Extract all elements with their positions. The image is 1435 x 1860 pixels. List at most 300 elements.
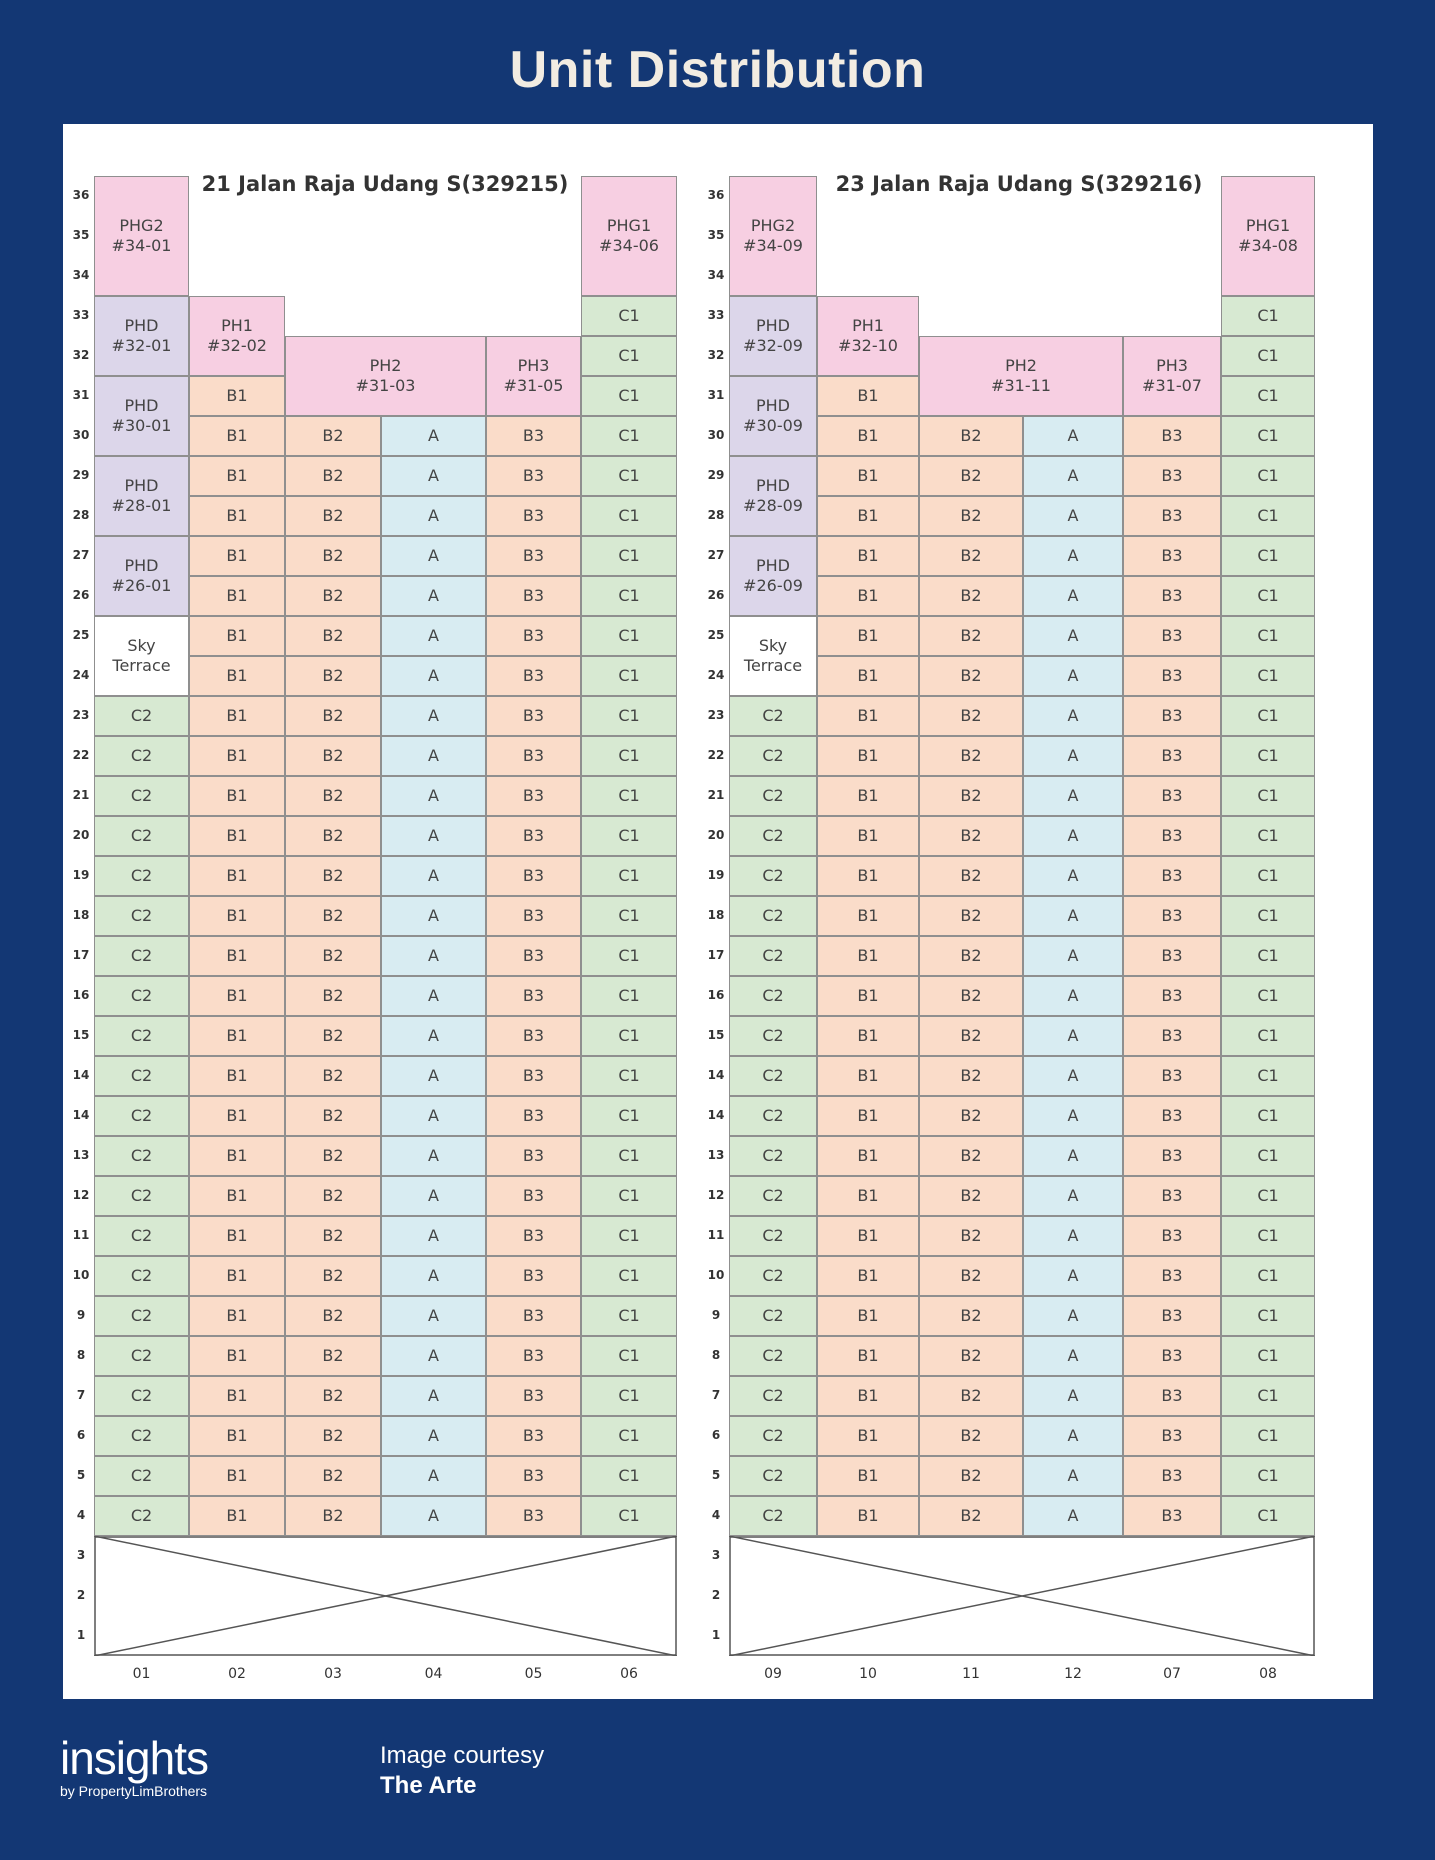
unit-distribution-panel: [63, 124, 1373, 1699]
unit-a: A: [1023, 816, 1123, 856]
unit-c1: C1: [581, 656, 677, 696]
unit-b2: B2: [285, 576, 381, 616]
block-21-jalan-raja-udang: [63, 124, 718, 1699]
stack-label: 12: [1064, 1666, 1082, 1682]
unit-b3: B3: [486, 456, 581, 496]
stack-label: 05: [524, 1666, 543, 1682]
unit-b3: B3: [486, 1496, 581, 1536]
floor-label: 6: [76, 1428, 86, 1442]
unit-b1: B1: [189, 1176, 285, 1216]
unit-a: A: [381, 776, 486, 816]
unit-b3: B3: [1123, 736, 1221, 776]
unit-b2: B2: [919, 856, 1023, 896]
unit-b3: B3: [1123, 1176, 1221, 1216]
unit-b2: B2: [919, 496, 1023, 536]
floor-label: 17: [707, 948, 725, 962]
floor-label: 13: [707, 1148, 725, 1162]
unit-b2: B2: [919, 1456, 1023, 1496]
unit-b3: B3: [1123, 976, 1221, 1016]
unit-a: A: [1023, 456, 1123, 496]
unit-c1: C1: [581, 1496, 677, 1536]
unit-b2: B2: [285, 616, 381, 656]
unit-b2: B2: [285, 856, 381, 896]
stack-label: 09: [764, 1666, 782, 1682]
phg-right-unit: PHG1 #34-06: [581, 176, 677, 296]
floor-label: 2: [711, 1588, 721, 1602]
phd-unit: PHD #30-01: [94, 376, 189, 456]
unit-b3: B3: [486, 416, 581, 456]
unit-c2: C2: [94, 696, 189, 736]
unit-b2: B2: [919, 736, 1023, 776]
floor-label: 22: [72, 748, 90, 762]
unit-b3: B3: [1123, 696, 1221, 736]
unit-c1: C1: [581, 616, 677, 656]
unit-b1: B1: [189, 816, 285, 856]
page-title: Unit Distribution: [509, 41, 926, 99]
unit-c2: C2: [729, 1496, 817, 1536]
unit-a: A: [1023, 496, 1123, 536]
unit-b1: B1: [817, 816, 919, 856]
floor-label: 35: [707, 228, 725, 242]
unit-b1: B1: [817, 1376, 919, 1416]
unit-c1: C1: [1221, 1176, 1315, 1216]
stack-label: 04: [424, 1666, 443, 1682]
unit-b1: B1: [817, 976, 919, 1016]
unit-a: A: [381, 656, 486, 696]
phd-unit: PHD #28-01: [94, 456, 189, 536]
unit-b1: B1: [189, 536, 285, 576]
unit-b1: B1: [817, 1456, 919, 1496]
unit-b3: B3: [486, 1096, 581, 1136]
unit-a: A: [1023, 896, 1123, 936]
floor-label: 20: [72, 828, 90, 842]
unit-c1: C1: [581, 336, 677, 376]
unit-b1: B1: [189, 736, 285, 776]
insights-logo: [60, 1732, 208, 1799]
unit-b2: B2: [285, 1376, 381, 1416]
logo-subtitle: by PropertyLimBrothers: [60, 1783, 208, 1799]
unit-c1: C1: [581, 1296, 677, 1336]
unit-a: A: [1023, 1376, 1123, 1416]
unit-b1: B1: [817, 936, 919, 976]
unit-b3: B3: [1123, 1136, 1221, 1176]
unit-b3: B3: [1123, 656, 1221, 696]
unit-c2: C2: [729, 1336, 817, 1376]
unit-b1: B1: [189, 1496, 285, 1536]
unit-c2: C2: [729, 1056, 817, 1096]
floor-label: 16: [72, 988, 90, 1002]
floor-label: 15: [72, 1028, 90, 1042]
unit-b1: B1: [817, 576, 919, 616]
unit-c1: C1: [1221, 776, 1315, 816]
unit-b3: B3: [486, 1416, 581, 1456]
unit-a: A: [381, 1456, 486, 1496]
unit-a: A: [1023, 416, 1123, 456]
credit-label: Image courtesy: [380, 1742, 545, 1769]
floor-label: 23: [72, 708, 90, 722]
unit-c1: C1: [1221, 1336, 1315, 1376]
floor-label: 14: [72, 1068, 90, 1082]
unit-b2: B2: [919, 1336, 1023, 1376]
unit-c1: C1: [1221, 336, 1315, 376]
unit-b3: B3: [486, 1456, 581, 1496]
phd-unit: PHD #32-09: [729, 296, 817, 376]
unit-b2: B2: [285, 776, 381, 816]
unit-b1: B1: [817, 1096, 919, 1136]
unit-c1: C1: [581, 736, 677, 776]
unit-c1: C1: [1221, 936, 1315, 976]
unit-b2: B2: [919, 896, 1023, 936]
unit-b1: B1: [817, 616, 919, 656]
unit-c1: C1: [1221, 896, 1315, 936]
unit-c1: C1: [1221, 1376, 1315, 1416]
unit-b1: B1: [817, 656, 919, 696]
lower-floors-void: [729, 1536, 1315, 1656]
unit-c1: C1: [581, 1376, 677, 1416]
floor-label: 3: [76, 1548, 86, 1562]
unit-c1: C1: [581, 1336, 677, 1376]
floor-label: 11: [707, 1228, 725, 1242]
unit-b3: B3: [1123, 776, 1221, 816]
unit-a: A: [1023, 1136, 1123, 1176]
unit-c2: C2: [729, 896, 817, 936]
unit-b2: B2: [285, 456, 381, 496]
unit-c2: C2: [729, 776, 817, 816]
floor-label: 35: [72, 228, 90, 242]
unit-c1: C1: [581, 1096, 677, 1136]
unit-c2: C2: [94, 896, 189, 936]
unit-b2: B2: [285, 1176, 381, 1216]
unit-b1: B1: [817, 736, 919, 776]
unit-b1: B1: [817, 856, 919, 896]
unit-a: A: [381, 1376, 486, 1416]
floor-label: 22: [707, 748, 725, 762]
floor-label: 31: [72, 388, 90, 402]
floor-label: 36: [72, 188, 90, 202]
unit-b3: B3: [1123, 1096, 1221, 1136]
unit-b2: B2: [919, 576, 1023, 616]
floor-label: 9: [76, 1308, 86, 1322]
unit-c1: C1: [1221, 376, 1315, 416]
unit-b3: B3: [486, 936, 581, 976]
unit-a: A: [381, 416, 486, 456]
ph3-unit: PH3 #31-07: [1123, 336, 1221, 416]
unit-a: A: [381, 1176, 486, 1216]
floor-label: 34: [72, 268, 90, 282]
unit-b3: B3: [1123, 1296, 1221, 1336]
unit-c1: C1: [1221, 976, 1315, 1016]
unit-b2: B2: [285, 536, 381, 576]
unit-a: A: [381, 616, 486, 656]
unit-b1: B1: [189, 1256, 285, 1296]
unit-c1: C1: [581, 576, 677, 616]
unit-c1: C1: [581, 536, 677, 576]
phd-unit: PHD #30-09: [729, 376, 817, 456]
floor-label: 28: [72, 508, 90, 522]
unit-c2: C2: [729, 976, 817, 1016]
unit-b1: B1: [817, 1176, 919, 1216]
floor-label: 11: [72, 1228, 90, 1242]
unit-b1: B1: [817, 536, 919, 576]
unit-a: A: [381, 1016, 486, 1056]
unit-b3: B3: [486, 1016, 581, 1056]
floor-label: 1: [711, 1628, 721, 1642]
floor-label: 13: [72, 1148, 90, 1162]
floor-label: 29: [72, 468, 90, 482]
unit-a: A: [381, 936, 486, 976]
floor-label: 23: [707, 708, 725, 722]
unit-c1: C1: [581, 1216, 677, 1256]
unit-b3: B3: [486, 1176, 581, 1216]
unit-b2: B2: [285, 936, 381, 976]
unit-a: A: [1023, 736, 1123, 776]
unit-b1: B1: [817, 1136, 919, 1176]
floor-label: 36: [707, 188, 725, 202]
unit-b3: B3: [1123, 1376, 1221, 1416]
unit-b1: B1: [817, 376, 919, 416]
unit-c2: C2: [729, 856, 817, 896]
unit-b2: B2: [919, 1096, 1023, 1136]
unit-c2: C2: [94, 856, 189, 896]
unit-b2: B2: [285, 1336, 381, 1376]
unit-b2: B2: [285, 1056, 381, 1096]
unit-a: A: [1023, 1296, 1123, 1336]
unit-c1: C1: [1221, 1016, 1315, 1056]
unit-c1: C1: [581, 1016, 677, 1056]
unit-b3: B3: [486, 816, 581, 856]
unit-c2: C2: [729, 736, 817, 776]
phg-left-unit: PHG2 #34-09: [729, 176, 817, 296]
unit-b1: B1: [189, 576, 285, 616]
unit-b3: B3: [1123, 936, 1221, 976]
floor-label: 10: [72, 1268, 90, 1282]
unit-b2: B2: [919, 1056, 1023, 1096]
unit-b2: B2: [285, 496, 381, 536]
unit-b3: B3: [486, 896, 581, 936]
unit-b2: B2: [285, 696, 381, 736]
unit-c2: C2: [729, 1176, 817, 1216]
unit-c2: C2: [729, 1376, 817, 1416]
unit-b2: B2: [285, 416, 381, 456]
floor-label: 7: [711, 1388, 721, 1402]
unit-c2: C2: [94, 1416, 189, 1456]
unit-a: A: [381, 1496, 486, 1536]
unit-a: A: [1023, 1056, 1123, 1096]
unit-b1: B1: [817, 1296, 919, 1336]
unit-a: A: [381, 1096, 486, 1136]
floor-label: 27: [707, 548, 725, 562]
unit-b3: B3: [486, 536, 581, 576]
unit-b2: B2: [285, 1256, 381, 1296]
unit-b1: B1: [189, 1296, 285, 1336]
unit-b1: B1: [817, 1016, 919, 1056]
floor-label: 9: [711, 1308, 721, 1322]
unit-a: A: [1023, 1096, 1123, 1136]
unit-b2: B2: [919, 696, 1023, 736]
unit-b2: B2: [919, 816, 1023, 856]
unit-a: A: [381, 1296, 486, 1336]
floor-label: 5: [76, 1468, 86, 1482]
unit-c1: C1: [1221, 816, 1315, 856]
ph2-unit: PH2 #31-03: [285, 336, 486, 416]
floor-label: 34: [707, 268, 725, 282]
floor-label: 5: [711, 1468, 721, 1482]
floor-label: 28: [707, 508, 725, 522]
image-credit: [380, 1742, 544, 1800]
unit-b2: B2: [919, 1176, 1023, 1216]
unit-c2: C2: [729, 1096, 817, 1136]
unit-b3: B3: [486, 656, 581, 696]
unit-c2: C2: [94, 936, 189, 976]
floor-label: 3: [711, 1548, 721, 1562]
unit-a: A: [1023, 616, 1123, 656]
unit-c1: C1: [581, 1056, 677, 1096]
unit-c2: C2: [94, 1456, 189, 1496]
unit-c1: C1: [581, 296, 677, 336]
unit-b3: B3: [1123, 1216, 1221, 1256]
unit-b3: B3: [486, 576, 581, 616]
unit-c2: C2: [729, 1016, 817, 1056]
unit-c2: C2: [94, 1136, 189, 1176]
floor-label: 33: [707, 308, 725, 322]
unit-b3: B3: [1123, 1336, 1221, 1376]
unit-c1: C1: [1221, 1496, 1315, 1536]
stack-label: 11: [962, 1666, 980, 1682]
unit-b1: B1: [189, 1096, 285, 1136]
unit-c2: C2: [729, 1256, 817, 1296]
unit-b3: B3: [1123, 856, 1221, 896]
floor-label: 4: [711, 1508, 721, 1522]
unit-c2: C2: [729, 1216, 817, 1256]
unit-c2: C2: [729, 696, 817, 736]
unit-a: A: [381, 1256, 486, 1296]
unit-a: A: [381, 896, 486, 936]
unit-b1: B1: [189, 1336, 285, 1376]
unit-c1: C1: [1221, 296, 1315, 336]
floor-label: 25: [72, 628, 90, 642]
unit-c1: C1: [1221, 616, 1315, 656]
unit-b1: B1: [817, 1216, 919, 1256]
logo-wordmark: insights: [60, 1732, 208, 1784]
phd-unit: PHD #26-01: [94, 536, 189, 616]
unit-a: A: [1023, 1016, 1123, 1056]
unit-a: A: [1023, 1456, 1123, 1496]
unit-b3: B3: [486, 776, 581, 816]
unit-c2: C2: [94, 1496, 189, 1536]
unit-b1: B1: [817, 416, 919, 456]
phg-left-unit: PHG2 #34-01: [94, 176, 189, 296]
unit-a: A: [1023, 1416, 1123, 1456]
block-23-jalan-raja-udang: [707, 124, 1373, 1699]
unit-b2: B2: [285, 1296, 381, 1336]
unit-c1: C1: [581, 976, 677, 1016]
unit-b1: B1: [189, 976, 285, 1016]
unit-c2: C2: [94, 1016, 189, 1056]
unit-b1: B1: [817, 456, 919, 496]
floor-label: 33: [72, 308, 90, 322]
floor-label: 14: [707, 1108, 725, 1122]
unit-b3: B3: [1123, 536, 1221, 576]
ph2-unit: PH2 #31-11: [919, 336, 1123, 416]
unit-c1: C1: [1221, 416, 1315, 456]
unit-c1: C1: [1221, 1256, 1315, 1296]
unit-c2: C2: [94, 736, 189, 776]
unit-c2: C2: [94, 1096, 189, 1136]
floor-label: 20: [707, 828, 725, 842]
phg-right-unit: PHG1 #34-08: [1221, 176, 1315, 296]
unit-b1: B1: [189, 1376, 285, 1416]
unit-b3: B3: [1123, 1256, 1221, 1296]
unit-c1: C1: [1221, 496, 1315, 536]
unit-a: A: [381, 536, 486, 576]
unit-c1: C1: [1221, 1456, 1315, 1496]
unit-b3: B3: [1123, 496, 1221, 536]
floor-label: 14: [707, 1068, 725, 1082]
unit-a: A: [381, 816, 486, 856]
floor-label: 31: [707, 388, 725, 402]
unit-b2: B2: [919, 536, 1023, 576]
unit-b1: B1: [817, 1056, 919, 1096]
floor-label: 18: [72, 908, 90, 922]
unit-a: A: [381, 1336, 486, 1376]
unit-c1: C1: [581, 416, 677, 456]
phd-unit: PHD #28-09: [729, 456, 817, 536]
unit-c2: C2: [94, 1256, 189, 1296]
unit-b3: B3: [486, 496, 581, 536]
unit-b2: B2: [919, 1256, 1023, 1296]
floor-label: 12: [72, 1188, 90, 1202]
unit-a: A: [381, 1056, 486, 1096]
unit-b2: B2: [285, 736, 381, 776]
unit-a: A: [1023, 1336, 1123, 1376]
floor-label: 15: [707, 1028, 725, 1042]
unit-b2: B2: [919, 1296, 1023, 1336]
unit-c1: C1: [1221, 1296, 1315, 1336]
stack-label: 07: [1163, 1666, 1181, 1682]
unit-b3: B3: [1123, 1456, 1221, 1496]
unit-b2: B2: [919, 656, 1023, 696]
unit-c2: C2: [94, 1296, 189, 1336]
unit-b3: B3: [1123, 576, 1221, 616]
unit-a: A: [1023, 1496, 1123, 1536]
floor-label: 14: [72, 1108, 90, 1122]
unit-c2: C2: [94, 816, 189, 856]
unit-c1: C1: [1221, 696, 1315, 736]
unit-b2: B2: [285, 1216, 381, 1256]
unit-b3: B3: [1123, 1496, 1221, 1536]
unit-b1: B1: [189, 496, 285, 536]
floor-label: 26: [707, 588, 725, 602]
unit-b1: B1: [189, 1056, 285, 1096]
credit-source: The Arte: [380, 1772, 477, 1799]
unit-c2: C2: [729, 1456, 817, 1496]
unit-b3: B3: [486, 1376, 581, 1416]
unit-b3: B3: [1123, 1016, 1221, 1056]
unit-b2: B2: [285, 976, 381, 1016]
floor-label: 17: [72, 948, 90, 962]
unit-a: A: [381, 456, 486, 496]
floor-label: 19: [72, 868, 90, 882]
unit-a: A: [381, 976, 486, 1016]
floor-label: 25: [707, 628, 725, 642]
unit-b1: B1: [189, 456, 285, 496]
unit-a: A: [1023, 1216, 1123, 1256]
floor-label: 32: [72, 348, 90, 362]
unit-b2: B2: [285, 656, 381, 696]
unit-a: A: [1023, 696, 1123, 736]
unit-b2: B2: [919, 1496, 1023, 1536]
ph3-unit: PH3 #31-05: [486, 336, 581, 416]
